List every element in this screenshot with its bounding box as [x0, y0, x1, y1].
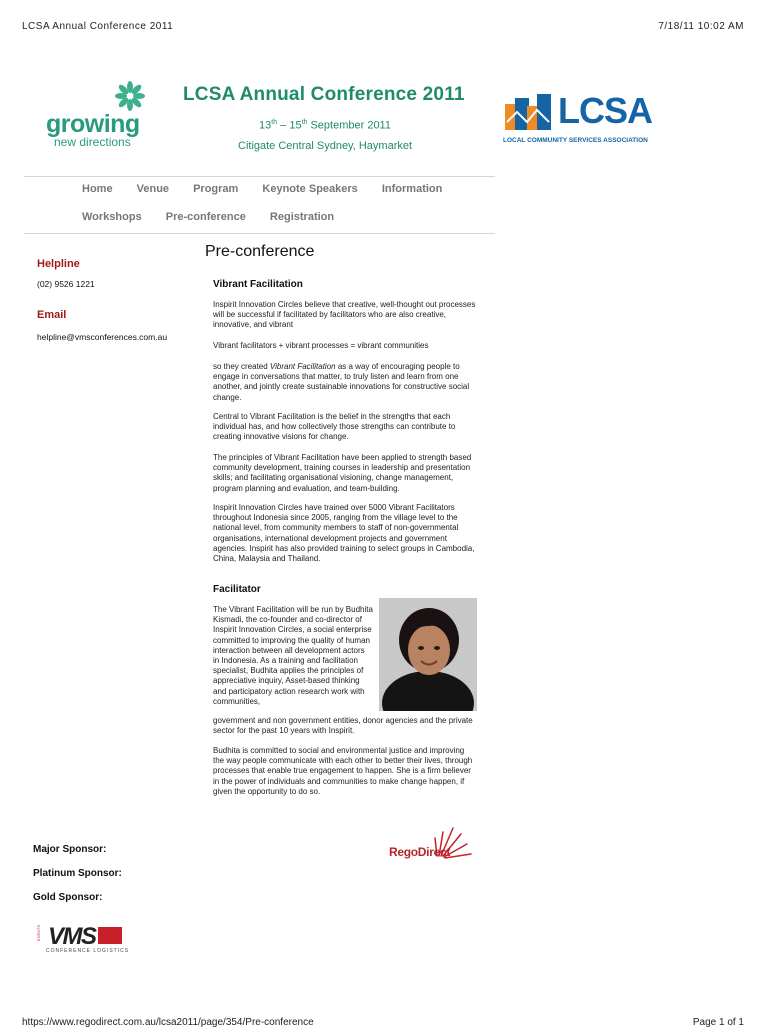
paragraph-7-wrapped: The Vibrant Facilitation will be run by Budhita Kismadi, the co-founder and co-director of Inspirit Innovation Circles, a social enterprise committed to improving the quality of human interaction between all development actors in Indonesia. As a training and facilitation specialist, Budhita applies the principles of appreciative inquiry, Asset-based thinking and participatory action research work with communities, — [213, 605, 373, 706]
paragraph-7-continued: government and non government entities, donor agencies and the private sector for the past 10 years with Inspirit. — [213, 716, 473, 736]
paragraph-8: Budhita is committed to social and environmental justice and improving the way people communicate with each other to better their lives, through processes that enable true engagement to happen. She is a firm believer in the power of individuals and communities to make change happen, if given the opportunity to do so. — [213, 746, 473, 796]
nav-divider-bottom — [24, 233, 495, 234]
growing-new-directions-logo[interactable] — [44, 78, 164, 153]
email-heading: Email — [37, 309, 67, 321]
nav-home[interactable]: Home — [82, 183, 113, 195]
vms-vertical-text: EVENTS — [36, 925, 41, 942]
regodirect-wordmark: RegoDirect — [389, 845, 451, 859]
vms-wordmark: VMS — [48, 923, 96, 950]
paragraph-5: The principles of Vibrant Facilitation have been applied to strength based community development, training courses in leadership and presentation skills; and facilitating organisational visioning, change management, program planning and evaluation, and team-building. — [213, 453, 472, 493]
conference-dates: 13th – 15th September 2011 — [259, 119, 391, 132]
paragraph-6: Inspirit Innovation Circles have trained over 5000 Vibrant Facilitators throughout Indonesia since 2005, ranging from the village level to the national level, from community members to staff of non-governmental organisations, international development projects and government agencies. Inspirit has also provided training to select groups in Cambodia, China, Malaysia and Thailand. — [213, 503, 475, 564]
paragraph-3: so they created Vibrant Facilitation as a way of encouraging people to engage in conversations that matter, to truly listen and learn from one another, and jointly create sustainable innovations for constructive social change. — [213, 362, 470, 402]
vms-red-block — [98, 927, 122, 944]
logo-word-growing: growing — [46, 110, 140, 138]
print-header-title: LCSA Annual Conference 2011 — [22, 21, 174, 32]
nav-program[interactable]: Program — [193, 183, 239, 195]
lcsa-letters: LCSA — [558, 90, 652, 131]
nav-venue[interactable]: Venue — [136, 183, 170, 195]
facilitator-photo — [379, 598, 477, 711]
print-header-datetime: 7/18/11 10:02 AM — [658, 21, 744, 32]
paragraph-4: Central to Vibrant Facilitation is the belief in the strengths that each individual has, and how collectively those strengths can contribute to creating innovative visions for change. — [213, 412, 456, 442]
section-heading-vibrant-facilitation: Vibrant Facilitation — [213, 279, 303, 290]
vms-logo[interactable] — [36, 922, 128, 956]
logo-word-new-directions: new directions — [54, 135, 131, 149]
page-title: Pre-conference — [205, 243, 315, 260]
paragraph-2: Vibrant facilitators + vibrant processes = vibrant communities — [213, 341, 429, 350]
regodirect-logo[interactable] — [389, 826, 479, 862]
lcsa-buildings-icon — [503, 92, 557, 132]
email-address[interactable]: helpline@vmsconferences.com.au — [37, 332, 168, 342]
nav-registration[interactable]: Registration — [269, 211, 335, 223]
vms-tagline: CONFERENCE LOGISTICS — [46, 948, 130, 954]
lcsa-logo[interactable] — [503, 92, 653, 148]
platinum-sponsor-label: Platinum Sponsor: — [33, 868, 122, 879]
footer-url: https://www.regodirect.com.au/lcsa2011/page/354/Pre-conference — [22, 1017, 314, 1028]
lcsa-full-name: LOCAL COMMUNITY SERVICES ASSOCIATION — [503, 137, 648, 144]
nav-information[interactable]: Information — [381, 183, 443, 195]
footer-page-number: Page 1 of 1 — [692, 1017, 744, 1028]
helpline-phone[interactable]: (02) 9526 1221 — [37, 279, 95, 289]
nav-row-2 — [82, 211, 355, 223]
nav-divider-top — [24, 176, 495, 177]
gold-sponsor-label: Gold Sponsor: — [33, 892, 103, 903]
conference-title: LCSA Annual Conference 2011 — [183, 84, 465, 105]
person-portrait-icon — [379, 598, 477, 711]
nav-pre-conference[interactable]: Pre-conference — [165, 211, 246, 223]
paragraph-1: Inspirit Innovation Circles believe that creative, well-thought out processes will be successful if facilitated by facilitators who are also creative, innovative, and vibrant — [213, 300, 476, 330]
nav-row-1 — [82, 183, 463, 195]
conference-venue: Citigate Central Sydney, Haymarket — [238, 140, 413, 152]
nav-keynote-speakers[interactable]: Keynote Speakers — [262, 183, 358, 195]
flower-icon — [112, 78, 148, 114]
helpline-heading: Helpline — [37, 258, 80, 270]
nav-workshops[interactable]: Workshops — [82, 211, 142, 223]
major-sponsor-label: Major Sponsor: — [33, 844, 107, 855]
section-heading-facilitator: Facilitator — [213, 584, 261, 595]
